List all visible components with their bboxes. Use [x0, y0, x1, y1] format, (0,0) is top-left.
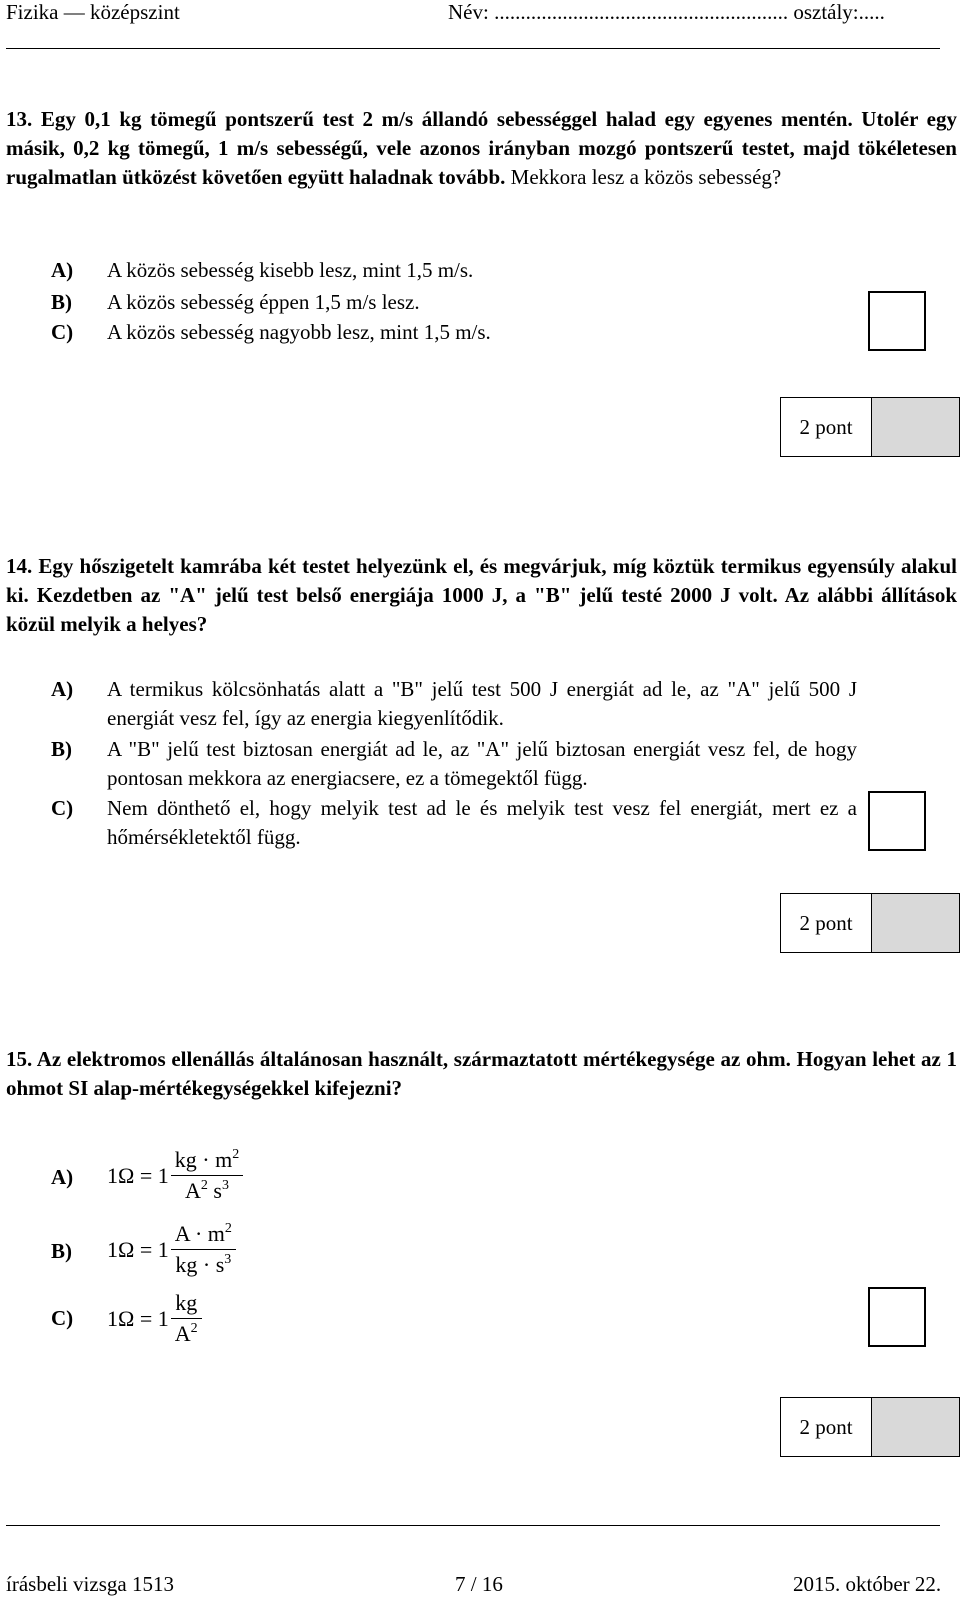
q15-number: 15. — [6, 1047, 33, 1071]
q13-option-a-letter: A) — [51, 258, 74, 282]
q15-option-c-denominator: A — [174, 1321, 191, 1346]
q15-option-c-numerator: kg — [175, 1290, 198, 1315]
q15-option-a-denominator-exp1: 2 — [200, 1178, 208, 1193]
q14-answer-box[interactable] — [868, 791, 926, 851]
q15-option-b-numerator: A · m — [174, 1221, 225, 1246]
q14-option-a-text: A termikus kölcsönhatás alatt a "B" jelű test 500 J energiát ad le, az "A" jelű 500 J energiát vesz fel, így az energia kiegyenlítődik. — [107, 677, 857, 730]
q14-score-label: 2 pont — [781, 894, 872, 952]
q15-option-a-denominator-exp2: 3 — [221, 1178, 229, 1193]
q14-text — [6, 552, 957, 639]
q15-score-label: 2 pont — [781, 1398, 872, 1456]
q14-number: 14. — [6, 554, 33, 578]
q13-option-c-letter: C) — [51, 320, 74, 344]
q13-option-a-text: A közös sebesség kisebb lesz, mint 1,5 m/s. — [107, 258, 474, 282]
q14-option-c-letter: C) — [51, 796, 74, 820]
header-name-class-field: Név: ........................................................ osztály:..... — [448, 0, 885, 24]
header-title: Fizika — középszint — [6, 0, 180, 24]
q13-stem: Egy 0,1 kg tömegű pontszerű test 2 m/s állandó sebességgel halad egy egyenes mentén. Utolér egy másik, 0,2 kg tömegű, 1 m/s sebességű, vele azonos irányban mozgó pontszerű testet, majd tökéletesen rugalmatlan ütközést követően együtt haladnak tovább. — [6, 107, 957, 189]
q14-score-field[interactable] — [872, 894, 959, 952]
q15-option-a-fraction — [171, 1145, 243, 1206]
q15-option-c-denominator-exp: 2 — [190, 1321, 198, 1336]
q15-answer-box[interactable] — [868, 1287, 926, 1347]
q15-option-a-denominator2: s — [207, 1178, 222, 1203]
q15-score-box — [780, 1397, 960, 1457]
q15-stem: Az elektromos ellenállás általánosan használt, származtatott mértékegysége az ohm. Hogyan lehet az 1 ohmot SI alap-mértékegységekkel kifejezni? — [6, 1047, 957, 1100]
q14-stem: Egy hőszigetelt kamrába két testet helyezünk el, és megvárjuk, míg köztük termikus egyensúly alakul ki. Kezdetben az "A" jelű test belső energiája 1000 J, a "B" jelű testé 2000 J volt. Az alábbi állítások közül melyik a helyes? — [6, 554, 957, 636]
q13-answer-box[interactable] — [868, 291, 926, 351]
q13-text — [6, 105, 957, 192]
q13-number: 13. — [6, 107, 33, 131]
q15-option-b-denominator: kg · s — [175, 1252, 225, 1277]
q13-option-b-letter: B) — [51, 290, 72, 314]
q15-option-b-fraction — [171, 1219, 236, 1280]
footer-exam-id: írásbeli vizsga 1513 — [6, 1572, 174, 1596]
q15-option-a-numerator: kg · m — [174, 1147, 233, 1172]
q15-text — [6, 1045, 957, 1103]
q15-option-a-lhs: 1Ω = 1 — [107, 1162, 169, 1188]
q15-option-a-numerator-exp: 2 — [232, 1147, 240, 1162]
q14-option-a-letter: A) — [51, 677, 74, 701]
footer-page-number: 7 / 16 — [455, 1572, 503, 1596]
q15-score-field[interactable] — [872, 1398, 959, 1456]
q13-question: Mekkora lesz a közös sebesség? — [510, 165, 782, 189]
q13-option-c-text: A közös sebesség nagyobb lesz, mint 1,5 m/s. — [107, 320, 491, 344]
q15-option-b-numerator-exp: 2 — [224, 1221, 232, 1236]
q14-option-b-letter: B) — [51, 737, 72, 761]
q14-score-box — [780, 893, 960, 953]
q15-option-c-formula — [107, 1288, 202, 1349]
q15-option-a-letter: A) — [51, 1165, 74, 1189]
q14-option-b-text: A "B" jelű test biztosan energiát ad le, az "A" jelű biztosan energiát vesz fel, de hogy pontosan mekkora az energiacsere, ez a tömegektől függ. — [107, 737, 857, 790]
q15-option-c-fraction — [171, 1288, 202, 1349]
q13-score-box — [780, 397, 960, 457]
q15-option-b-denominator-exp: 3 — [224, 1252, 232, 1267]
footer-date: 2015. október 22. — [793, 1572, 942, 1596]
q14-option-c-text: Nem dönthető el, hogy melyik test ad le és melyik test vesz fel energiát, mert ez a hőmérsékletektől függ. — [107, 796, 857, 849]
q13-option-b-text: A közös sebesség éppen 1,5 m/s lesz. — [107, 290, 420, 314]
q15-option-a-denominator: A — [185, 1178, 201, 1203]
q15-option-b-letter: B) — [51, 1239, 72, 1263]
footer-rule — [6, 1525, 940, 1526]
q15-option-a-formula — [107, 1145, 243, 1206]
header-rule — [6, 48, 940, 49]
q15-option-c-letter: C) — [51, 1306, 74, 1330]
q13-score-field[interactable] — [872, 398, 959, 456]
q13-score-label: 2 pont — [781, 398, 872, 456]
q15-option-c-lhs: 1Ω = 1 — [107, 1305, 169, 1331]
q15-option-b-lhs: 1Ω = 1 — [107, 1236, 169, 1262]
q15-option-b-formula — [107, 1219, 236, 1280]
